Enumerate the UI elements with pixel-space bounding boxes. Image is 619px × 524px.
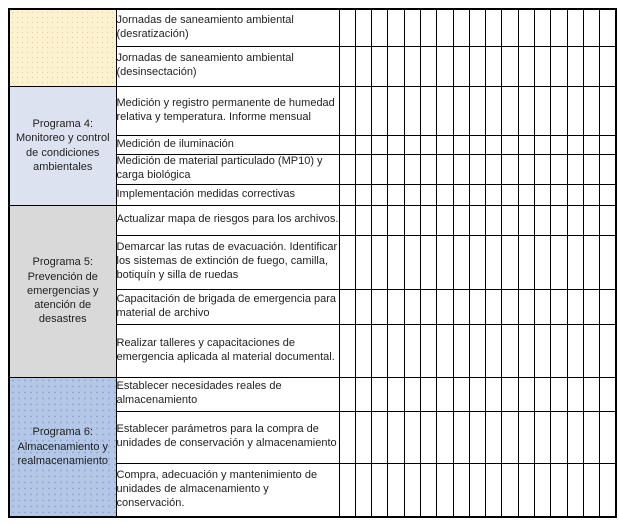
timeline-cell-filled-r3-c9 (469, 86, 485, 135)
timeline-cell-r8-c14 (551, 235, 567, 289)
timeline-cell-r2-c8 (453, 46, 469, 86)
timeline-cell-r6-c4 (388, 184, 404, 205)
timeline-cell-filled-r9-c8 (453, 289, 469, 324)
timeline-cell-r11-c8 (453, 377, 469, 411)
timeline-cell-r9-c12 (518, 289, 534, 324)
timeline-cell-r1-c8 (453, 9, 469, 46)
activity-cell-2: Jornadas de saneamiento ambiental (desinsectación) (116, 46, 339, 86)
activity-cell-10: Realizar talleres y capacitaciones de emergencia aplicada al material documental. (116, 324, 339, 377)
timeline-cell-r9-c3 (372, 289, 388, 324)
timeline-cell-r7-c4 (388, 205, 404, 235)
timeline-cell-r10-c12 (518, 324, 534, 377)
timeline-cell-r12-c1 (339, 411, 355, 463)
timeline-cell-r8-c9 (469, 235, 485, 289)
timeline-cell-filled-r13-c17 (600, 463, 616, 517)
timeline-cell-r12-c13 (535, 411, 551, 463)
schedule-table (8, 8, 617, 518)
timeline-cell-r7-c3 (372, 205, 388, 235)
timeline-cell-filled-r1-c2 (355, 9, 371, 46)
timeline-cell-r5-c16 (583, 154, 599, 184)
timeline-cell-r1-c1 (339, 9, 355, 46)
timeline-cell-filled-r12-c7 (437, 411, 453, 463)
timeline-cell-filled-r9-c4 (388, 289, 404, 324)
timeline-cell-r2-c7 (437, 46, 453, 86)
timeline-cell-filled-r7-c2 (355, 205, 371, 235)
schedule-body (9, 9, 616, 517)
activity-cell-8: Demarcar las rutas de evacuación. Identificar los sistemas de extinción de fuego, camilla, botiquín y silla de ruedas (116, 235, 339, 289)
timeline-cell-r8-c5 (404, 235, 420, 289)
timeline-cell-filled-r3-c15 (567, 86, 583, 135)
timeline-cell-r8-c15 (567, 235, 583, 289)
timeline-cell-r8-c13 (535, 235, 551, 289)
timeline-cell-filled-r6-c9 (469, 184, 485, 205)
timeline-cell-r5-c3 (372, 154, 388, 184)
timeline-cell-filled-r5-c11 (502, 154, 518, 184)
activity-cell-3: Medición y registro permanente de humedad relativa y temperatura. Informe mensual (116, 86, 339, 135)
timeline-cell-r12-c5 (404, 411, 420, 463)
timeline-cell-r8-c7 (437, 235, 453, 289)
timeline-cell-r13-c4 (388, 463, 404, 517)
timeline-cell-r4-c7 (437, 135, 453, 154)
timeline-cell-r10-c10 (486, 324, 502, 377)
timeline-cell-filled-r13-c8 (453, 463, 469, 517)
timeline-cell-r11-c4 (388, 377, 404, 411)
timeline-cell-r1-c5 (404, 9, 420, 46)
timeline-cell-filled-r3-c11 (502, 86, 518, 135)
activity-cell-1: Jornadas de saneamiento ambiental (desratización) (116, 9, 339, 46)
timeline-cell-filled-r2-c11 (502, 46, 518, 86)
timeline-cell-r6-c1 (339, 184, 355, 205)
timeline-cell-r5-c10 (486, 154, 502, 184)
timeline-cell-r1-c17 (600, 9, 616, 46)
timeline-cell-r8-c17 (600, 235, 616, 289)
schedule-row-11 (9, 377, 616, 411)
timeline-cell-r7-c15 (567, 205, 583, 235)
program-header-cell-1: Programa 4: Monitoreo y control de condiciones ambientales (9, 86, 116, 205)
timeline-cell-r2-c1 (339, 46, 355, 86)
timeline-cell-filled-r12-c15 (567, 411, 583, 463)
program-header-cell-0 (9, 9, 116, 86)
timeline-cell-r6-c8 (453, 184, 469, 205)
timeline-cell-r2-c9 (469, 46, 485, 86)
timeline-cell-r11-c17 (600, 377, 616, 411)
timeline-cell-r10-c14 (551, 324, 567, 377)
timeline-cell-r13-c3 (372, 463, 388, 517)
timeline-cell-r12-c11 (502, 411, 518, 463)
timeline-cell-r2-c13 (535, 46, 551, 86)
timeline-cell-filled-r4-c6 (420, 135, 436, 154)
timeline-cell-r8-c6 (420, 235, 436, 289)
timeline-cell-r12-c17 (600, 411, 616, 463)
timeline-cell-r13-c14 (551, 463, 567, 517)
timeline-cell-r5-c7 (437, 154, 453, 184)
timeline-cell-r6-c2 (355, 184, 371, 205)
timeline-cell-filled-r3-c3 (372, 86, 388, 135)
activity-cell-4: Medición de iluminación (116, 135, 339, 154)
timeline-cell-r11-c2 (355, 377, 371, 411)
timeline-cell-r9-c15 (567, 289, 583, 324)
timeline-cell-r13-c15 (567, 463, 583, 517)
timeline-cell-r4-c12 (518, 135, 534, 154)
timeline-cell-r11-c11 (502, 377, 518, 411)
timeline-cell-filled-r3-c17 (600, 86, 616, 135)
schedule-row-1 (9, 9, 616, 46)
timeline-cell-filled-r2-c2 (355, 46, 371, 86)
timeline-cell-r4-c5 (404, 135, 420, 154)
timeline-cell-r2-c4 (388, 46, 404, 86)
timeline-cell-r9-c14 (551, 289, 567, 324)
timeline-cell-r8-c12 (518, 235, 534, 289)
timeline-cell-filled-r12-c6 (420, 411, 436, 463)
timeline-cell-filled-r5-c8 (453, 154, 469, 184)
timeline-cell-r4-c1 (339, 135, 355, 154)
timeline-cell-filled-r4-c4 (388, 135, 404, 154)
timeline-cell-r11-c9 (469, 377, 485, 411)
timeline-cell-filled-r3-c8 (453, 86, 469, 135)
timeline-cell-filled-r13-c7 (437, 463, 453, 517)
timeline-cell-r12-c2 (355, 411, 371, 463)
timeline-cell-filled-r13-c16 (583, 463, 599, 517)
timeline-cell-r12-c14 (551, 411, 567, 463)
timeline-cell-r11-c1 (339, 377, 355, 411)
program-header-cell-2: Programa 5: Prevención de emergencias y atención de desastres (9, 205, 116, 377)
timeline-cell-r7-c16 (583, 205, 599, 235)
timeline-cell-r5-c12 (518, 154, 534, 184)
timeline-cell-filled-r4-c15 (567, 135, 583, 154)
timeline-cell-filled-r4-c13 (535, 135, 551, 154)
timeline-cell-r13-c5 (404, 463, 420, 517)
timeline-cell-r8-c11 (502, 235, 518, 289)
timeline-cell-r9-c9 (469, 289, 485, 324)
activity-cell-9: Capacitación de brigada de emergencia para material de archivo (116, 289, 339, 324)
timeline-cell-r6-c15 (567, 184, 583, 205)
timeline-cell-r8-c1 (339, 235, 355, 289)
activity-cell-11: Establecer necesidades reales de almacenamiento (116, 377, 339, 411)
timeline-cell-r10-c13 (535, 324, 551, 377)
timeline-cell-r6-c13 (535, 184, 551, 205)
timeline-cell-r7-c13 (535, 205, 551, 235)
timeline-cell-filled-r9-c17 (600, 289, 616, 324)
timeline-cell-r8-c10 (486, 235, 502, 289)
timeline-cell-r10-c8 (453, 324, 469, 377)
timeline-cell-filled-r11-c14 (551, 377, 567, 411)
timeline-cell-filled-r6-c16 (583, 184, 599, 205)
timeline-cell-r12-c9 (469, 411, 485, 463)
timeline-cell-r2-c10 (486, 46, 502, 86)
timeline-cell-r8-c3 (372, 235, 388, 289)
timeline-cell-r13-c10 (486, 463, 502, 517)
timeline-cell-r9-c2 (355, 289, 371, 324)
timeline-cell-filled-r12-c16 (583, 411, 599, 463)
timeline-cell-filled-r6-c14 (551, 184, 567, 205)
timeline-cell-filled-r11-c15 (567, 377, 583, 411)
timeline-cell-filled-r5-c4 (388, 154, 404, 184)
timeline-cell-r4-c14 (551, 135, 567, 154)
timeline-cell-r7-c12 (518, 205, 534, 235)
timeline-cell-filled-r3-c5 (404, 86, 420, 135)
timeline-cell-filled-r5-c15 (567, 154, 583, 184)
activity-cell-12: Establecer parámetros para la compra de unidades de conservación y almacenamiento (116, 411, 339, 463)
timeline-cell-filled-r1-c15 (567, 9, 583, 46)
timeline-cell-r6-c10 (486, 184, 502, 205)
timeline-cell-filled-r8-c2 (355, 235, 371, 289)
timeline-cell-r13-c2 (355, 463, 371, 517)
timeline-cell-r2-c12 (518, 46, 534, 86)
timeline-cell-filled-r1-c6 (420, 9, 436, 46)
timeline-cell-filled-r3-c7 (437, 86, 453, 135)
timeline-cell-r5-c5 (404, 154, 420, 184)
timeline-cell-r1-c7 (437, 9, 453, 46)
timeline-cell-r13-c13 (535, 463, 551, 517)
program-header-cell-3: Programa 6: Almacenamiento y realmacenamiento (9, 377, 116, 517)
timeline-cell-filled-r6-c3 (372, 184, 388, 205)
timeline-cell-filled-r1-c11 (502, 9, 518, 46)
schedule-row-3 (9, 86, 616, 135)
timeline-cell-r10-c5 (404, 324, 420, 377)
timeline-cell-r9-c1 (339, 289, 355, 324)
timeline-cell-r2-c5 (404, 46, 420, 86)
timeline-cell-filled-r5-c13 (535, 154, 551, 184)
timeline-cell-r1-c14 (551, 9, 567, 46)
timeline-cell-filled-r3-c2 (355, 86, 371, 135)
timeline-cell-filled-r9-c13 (535, 289, 551, 324)
timeline-cell-r10-c9 (469, 324, 485, 377)
timeline-cell-r9-c7 (437, 289, 453, 324)
timeline-cell-r5-c1 (339, 154, 355, 184)
timeline-cell-r1-c10 (486, 9, 502, 46)
timeline-cell-filled-r10-c15 (567, 324, 583, 377)
timeline-cell-r2-c17 (600, 46, 616, 86)
timeline-cell-filled-r4-c11 (502, 135, 518, 154)
timeline-cell-r10-c7 (437, 324, 453, 377)
timeline-cell-r7-c17 (600, 205, 616, 235)
timeline-cell-r13-c6 (420, 463, 436, 517)
activity-cell-7: Actualizar mapa de riesgos para los archivos. (116, 205, 339, 235)
timeline-cell-filled-r4-c2 (355, 135, 371, 154)
timeline-cell-filled-r3-c14 (551, 86, 567, 135)
timeline-cell-r10-c17 (600, 324, 616, 377)
timeline-cell-r8-c4 (388, 235, 404, 289)
timeline-cell-filled-r5-c6 (420, 154, 436, 184)
timeline-cell-r1-c4 (388, 9, 404, 46)
timeline-cell-r7-c1 (339, 205, 355, 235)
timeline-cell-r12-c10 (486, 411, 502, 463)
timeline-cell-r13-c12 (518, 463, 534, 517)
timeline-cell-filled-r5-c17 (600, 154, 616, 184)
timeline-cell-r7-c10 (486, 205, 502, 235)
timeline-cell-r4-c10 (486, 135, 502, 154)
timeline-cell-r13-c9 (469, 463, 485, 517)
timeline-cell-r11-c12 (518, 377, 534, 411)
timeline-cell-filled-r11-c5 (404, 377, 420, 411)
timeline-cell-r10-c3 (372, 324, 388, 377)
timeline-cell-filled-r3-c16 (583, 86, 599, 135)
timeline-cell-r11-c10 (486, 377, 502, 411)
timeline-cell-r12-c4 (388, 411, 404, 463)
timeline-cell-r9-c5 (404, 289, 420, 324)
timeline-cell-r13-c1 (339, 463, 355, 517)
schedule-row-7 (9, 205, 616, 235)
timeline-cell-filled-r3-c12 (518, 86, 534, 135)
timeline-cell-r6-c17 (600, 184, 616, 205)
timeline-cell-filled-r4-c17 (600, 135, 616, 154)
timeline-cell-r7-c9 (469, 205, 485, 235)
timeline-cell-r1-c3 (372, 9, 388, 46)
timeline-cell-r1-c16 (583, 9, 599, 46)
timeline-cell-r10-c4 (388, 324, 404, 377)
timeline-cell-filled-r4-c8 (453, 135, 469, 154)
timeline-cell-filled-r10-c2 (355, 324, 371, 377)
timeline-cell-r10-c1 (339, 324, 355, 377)
timeline-cell-filled-r6-c7 (437, 184, 453, 205)
timeline-cell-r9-c10 (486, 289, 502, 324)
timeline-cell-r7-c5 (404, 205, 420, 235)
timeline-cell-r11-c3 (372, 377, 388, 411)
timeline-cell-r12-c8 (453, 411, 469, 463)
timeline-cell-filled-r3-c13 (535, 86, 551, 135)
timeline-cell-r8-c8 (453, 235, 469, 289)
timeline-cell-r13-c11 (502, 463, 518, 517)
timeline-cell-r1-c12 (518, 9, 534, 46)
timeline-cell-r7-c11 (502, 205, 518, 235)
timeline-cell-filled-r10-c6 (420, 324, 436, 377)
timeline-cell-r12-c12 (518, 411, 534, 463)
timeline-cell-filled-r11-c6 (420, 377, 436, 411)
timeline-cell-r9-c16 (583, 289, 599, 324)
timeline-cell-filled-r3-c1 (339, 86, 355, 135)
timeline-cell-r4-c3 (372, 135, 388, 154)
timeline-cell-r7-c7 (437, 205, 453, 235)
timeline-cell-r7-c6 (420, 205, 436, 235)
timeline-cell-r9-c11 (502, 289, 518, 324)
timeline-cell-r7-c14 (551, 205, 567, 235)
timeline-cell-r6-c11 (502, 184, 518, 205)
timeline-cell-r7-c8 (453, 205, 469, 235)
activity-cell-5: Medición de material particulado (MP10) y carga biológica (116, 154, 339, 184)
activity-cell-6: Implementación medidas correctivas (116, 184, 339, 205)
timeline-cell-r12-c3 (372, 411, 388, 463)
timeline-cell-r1-c9 (469, 9, 485, 46)
timeline-cell-r11-c7 (437, 377, 453, 411)
timeline-cell-filled-r6-c5 (404, 184, 420, 205)
timeline-cell-r8-c16 (583, 235, 599, 289)
timeline-cell-r2-c16 (583, 46, 599, 86)
timeline-cell-filled-r6-c12 (518, 184, 534, 205)
timeline-cell-r11-c13 (535, 377, 551, 411)
timeline-cell-r1-c13 (535, 9, 551, 46)
timeline-cell-r5-c14 (551, 154, 567, 184)
timeline-cell-r4-c16 (583, 135, 599, 154)
timeline-cell-filled-r2-c15 (567, 46, 583, 86)
timeline-cell-r2-c14 (551, 46, 567, 86)
timeline-cell-r11-c16 (583, 377, 599, 411)
timeline-cell-filled-r5-c2 (355, 154, 371, 184)
timeline-cell-r6-c6 (420, 184, 436, 205)
timeline-cell-r10-c16 (583, 324, 599, 377)
timeline-cell-filled-r3-c4 (388, 86, 404, 135)
timeline-cell-filled-r3-c10 (486, 86, 502, 135)
timeline-cell-filled-r10-c11 (502, 324, 518, 377)
timeline-cell-r5-c9 (469, 154, 485, 184)
timeline-cell-filled-r3-c6 (420, 86, 436, 135)
activity-cell-13: Compra, adecuación y mantenimiento de unidades de almacenamiento y conservación. (116, 463, 339, 517)
timeline-cell-filled-r2-c6 (420, 46, 436, 86)
timeline-cell-r9-c6 (420, 289, 436, 324)
timeline-cell-r2-c3 (372, 46, 388, 86)
timeline-cell-r4-c9 (469, 135, 485, 154)
